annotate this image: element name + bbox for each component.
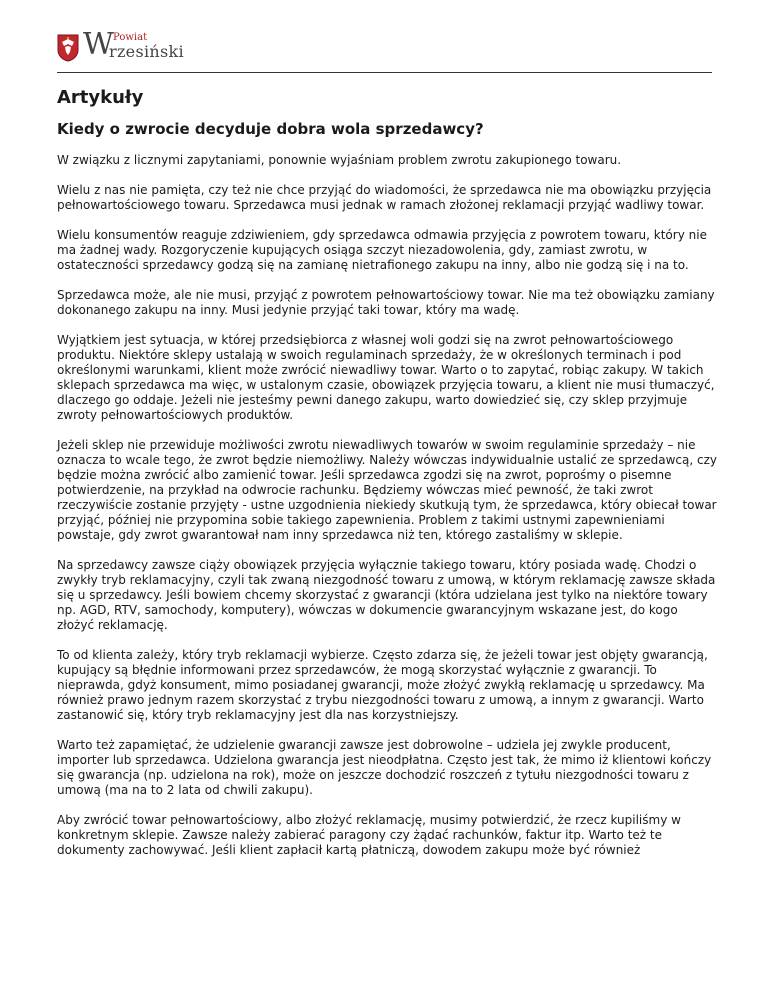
paragraph: Wyjątkiem jest sytuacja, w której przedsiębiorca z własnej woli godzi się na zwrot pełnowartościowego produktu. Niektóre sklepy ustalają w swoich regulaminach sprzedaży, że w określonych terminach i pod określonymi warunkami, klient może zwrócić niewadliwy towar. Warto o to zapytać, robiąc zakupy. W takich sklepach sprzedawca ma więc, w ustalonym czasie, obowiązek przyjęcia towaru, a klient nie musi tłumaczyć, dlaczego go oddaje. Jeżeli nie jesteśmy pewni danego zakupu, warto dowiedzieć się, czy sklep przyjmuje zwroty pełnowartościowych produktów.	[57, 333, 715, 422]
page-header	[57, 27, 712, 73]
coat-of-arms-icon	[57, 34, 79, 62]
article-content	[57, 86, 717, 873]
logo-rzesinski-text: rzesiński	[109, 42, 184, 61]
logo-wordmark	[83, 27, 193, 62]
paragraph: To od klienta zależy, który tryb reklamacji wybierze. Często zdarza się, że jeżeli towar jest objęty gwarancją, kupujący są błędnie informowani przez sprzedawców, że mogą skorzystać wyłącznie z gwarancji. To nieprawda, gdyż konsument, mimo posiadanej gwarancji, może złożyć zwykłą reklamację u sprzedawcy. Ma również prawo jednym razem skorzystać z trybu niezgodności towaru z umową, a innym z gwarancji. Warto zastanowić się, który tryb reklamacyjny jest dla nas korzystniejszy.	[57, 648, 708, 722]
paragraph: Aby zwrócić towar pełnowartościowy, albo złożyć reklamację, musimy potwierdzić, że rzecz kupiliśmy w konkretnym sklepie. Zawsze należy zabierać paragony czy żądać rachunków, faktur itp. Warto też te dokumenty zachowywać. Jeśli klient zapłacił kartą płatniczą, dowodem zakupu może być również	[57, 813, 681, 857]
paragraph: Wielu z nas nie pamięta, czy też nie chce przyjąć do wiadomości, że sprzedawca nie ma obowiązku przyjęcia pełnowartościowego towaru. Sprzedawca musi jednak w ramach złożonej reklamacji przyjąć wadliwy towar.	[57, 183, 712, 212]
paragraph: Jeżeli sklep nie przewiduje możliwości zwrotu niewadliwych towarów w swoim regulaminie sprzedaży – nie oznacza to wcale tego, że zwrot będzie niemożliwy. Należy wówczas indywidualnie ustalić ze sprzedawcą, czy będzie można zwrócić albo zamienić towar. Jeśli sprzedawca zgodzi się na zwrot, poprośmy o pisemne potwierdzenie, na przykład na odwrocie rachunku. Będziemy wówczas mieć pewność, że taki zwrot rzeczywiście zostanie przyjęty - ustne uzgodnienia niekiedy skutkują tym, że sprzedawca, który obiecał towar przyjąć, później nie przypomina sobie takiego zapewnienia. Problem z takimi ustnymi zapewnieniami powstaje, gdy zwrot gwarantował nam inny sprzedawca niż ten, którego zastaliśmy w sklepie.	[57, 438, 717, 542]
paragraph: W związku z licznymi zapytaniami, ponownie wyjaśniam problem zwrotu zakupionego towaru.	[57, 153, 622, 167]
section-title: Artykuły	[57, 87, 144, 108]
paragraph: Na sprzedawcy zawsze ciąży obowiązek przyjęcia wyłącznie takiego towaru, który posiada wadę. Chodzi o zwykły tryb reklamacyjny, czyli tak zwaną niezgodność towaru z umową, w którym reklamację zawsze składa się u sprzedawcy. Jeśli bowiem chcemy skorzystać z gwarancji (która udzielana jest tylko na niektóre towary np. AGD, RTV, samochody, komputery), wówczas w dokumencie gwarancyjnym wskazane jest, do kogo złożyć reklamację.	[57, 558, 716, 632]
logo-powiat-wrzesinski[interactable]	[57, 27, 193, 62]
paragraph: Warto też zapamiętać, że udzielenie gwarancji zawsze jest dobrowolne – udziela jej zwykle producent, importer lub sprzedawca. Udzielona gwarancja jest nieodpłatna. Często jest tak, że mimo iż klientowi kończy się gwarancja (np. udzielona na rok), może on jeszcze dochodzić roszczeń z tytułu niezgodności towaru z umową (ma na to 2 lata od chwili zakupu).	[57, 738, 712, 797]
paragraph: Wielu konsumentów reaguje zdziwieniem, gdy sprzedawca odmawia przyjęcia z powrotem towaru, który nie ma żadnej wady. Rozgoryczenie kupujących osiąga szczyt niezadowolenia, gdy, zamiast zwrotu, w ostateczności sprzedawcy godzą się na zamianę nietrafionego zakupu na inny, albo nie godzą się i na to.	[57, 228, 707, 272]
logo-letter-w: W	[83, 27, 114, 62]
paragraph: Sprzedawca może, ale nie musi, przyjąć z powrotem pełnowartościowy towar. Nie ma też obowiązku zamiany dokonanego zakupu na inny. Musi jedynie przyjąć taki towar, który ma wadę.	[57, 288, 715, 317]
article-title: Kiedy o zwrocie decyduje dobra wola sprzedawcy?	[57, 120, 484, 138]
logo-powiat-text: Powiat	[113, 32, 148, 43]
